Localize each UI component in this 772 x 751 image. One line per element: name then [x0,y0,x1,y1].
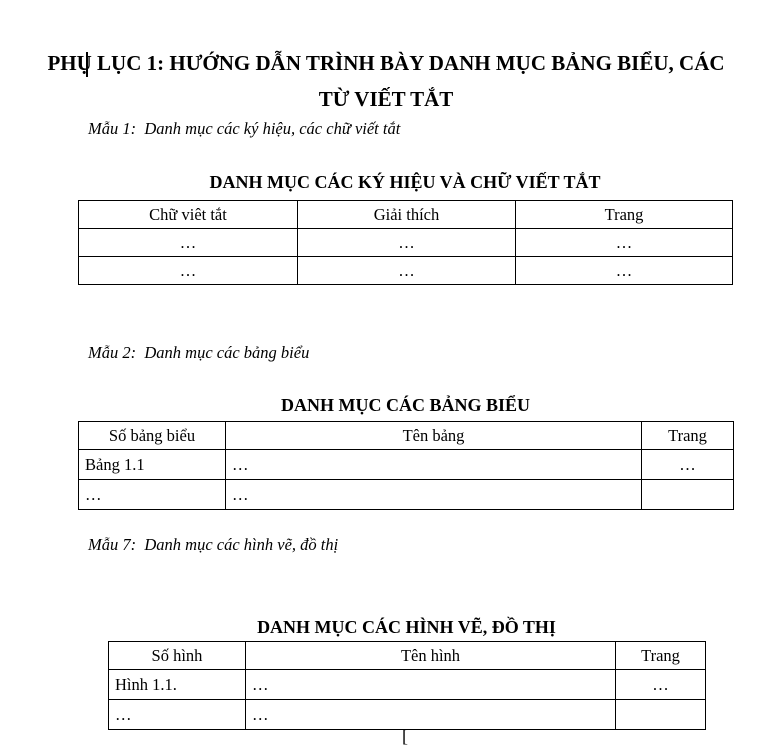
table-cell: … [516,257,733,285]
table-cell [642,480,734,510]
table-cell: … [246,670,616,700]
table-header-row [109,642,706,670]
table-row [109,670,706,700]
table-cell: … [79,480,226,510]
sample-label-mau-1: Mẫu 1: Danh mục các ký hiệu, các chữ viết tắt [88,119,401,138]
column-header: Số bảng biểu [79,422,226,450]
column-header: Chữ viêt tắt [79,201,298,229]
table-header-row [79,201,733,229]
table-cell: … [109,700,246,730]
sample-label-mau-7: Mẫu 7: Danh mục các hình vẽ, đồ thị [88,535,339,554]
table-cell [616,700,706,730]
table-title-tables-list: DANH MỤC CÁC BẢNG BIỂU [280,395,530,415]
column-header: Trang [516,201,733,229]
table-header-row [79,422,734,450]
table-row [79,229,733,257]
document-title-line2: TỪ VIẾT TẮT [318,87,454,111]
column-header: Tên hình [246,642,616,670]
table-cell: … [246,700,616,730]
table-cell: … [298,229,516,257]
table-title-abbreviations: DANH MỤC CÁC KÝ HIỆU VÀ CHỮ VIẾT TẮT [209,172,601,192]
column-header: Giải thích [298,201,516,229]
document-title-line1: PHỤ LỤC 1: HƯỚNG DẪN TRÌNH BÀY DANH MỤC BẢNG BIỂU, CÁC [47,51,725,75]
table-cell: … [226,480,642,510]
table-row [109,700,706,730]
column-header: Trang [616,642,706,670]
table-cell: … [226,450,642,480]
column-header: Tên bảng [226,422,642,450]
table-cell: … [642,450,734,480]
table-cell: … [79,257,298,285]
tables-list-table [78,421,734,510]
table-title-figures-list: DANH MỤC CÁC HÌNH VẼ, ĐỒ THỊ [257,617,556,637]
table-row [79,257,733,285]
table-cell: Hình 1.1. [109,670,246,700]
table-row [79,480,734,510]
table-cell: … [516,229,733,257]
table-cell: … [79,229,298,257]
sample-label-mau-2: Mẫu 2: Danh mục các bảng biểu [88,343,310,362]
table-cell: Bảng 1.1 [79,450,226,480]
column-header: Số hình [109,642,246,670]
table-cell: … [298,257,516,285]
figures-list-table [108,641,706,730]
stray-bracket-character: [ [402,726,408,746]
table-row [79,450,734,480]
column-header: Trang [642,422,734,450]
abbreviations-table [78,200,733,285]
table-cell: … [616,670,706,700]
